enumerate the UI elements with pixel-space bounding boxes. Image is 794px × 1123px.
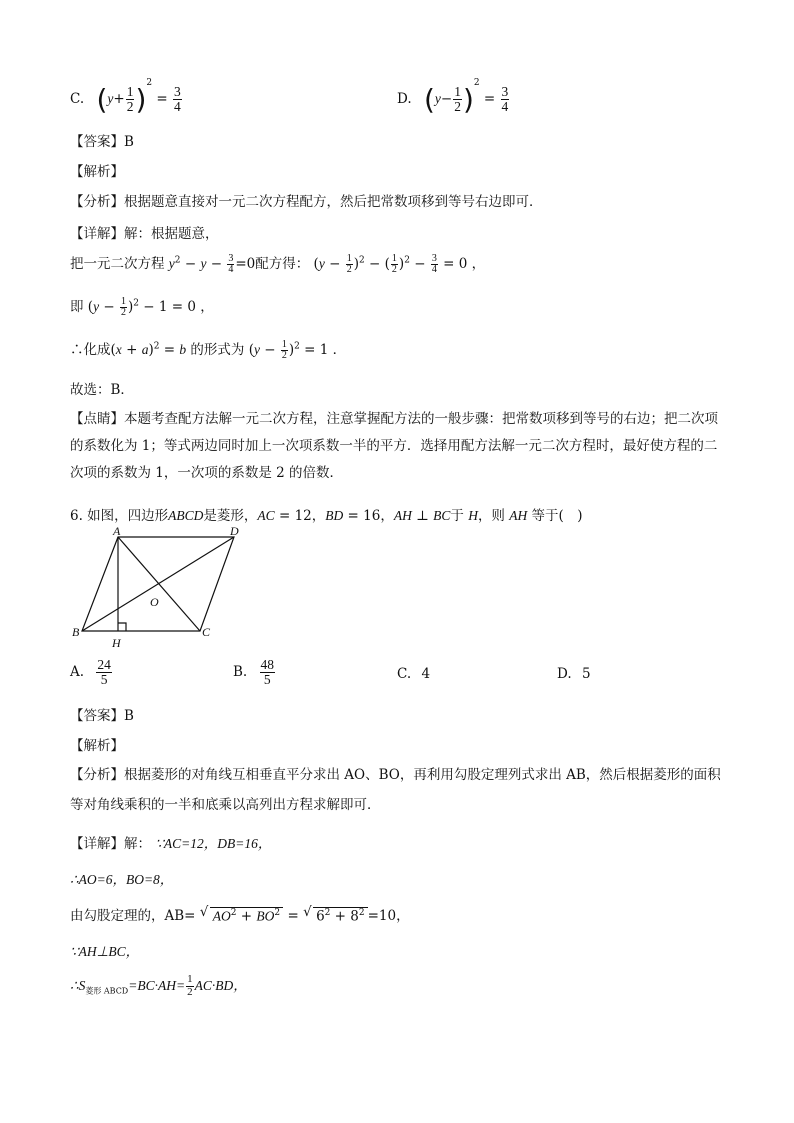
q6-line5: $\therefore S_{菱形 ABCD}=BC\cdot AH=$ $\frac{1}{2}$ AC·BD，	[70, 973, 247, 998]
option-c-expr: (y+ $\frac{1}{2}$ )$^2$ = $\frac{3}{4}$	[96, 78, 181, 116]
option-d-expr: (y− $\frac{1}{2}$ )$^2$ = $\frac{3}{4}$	[423, 78, 509, 116]
label-d: D	[230, 524, 239, 538]
q6-line3: 由勾股定理的，$AB= AO^2 + BO^2$ √ = $6^2 + 8^2$ √ =10，	[70, 903, 410, 924]
label-o: O	[150, 595, 159, 609]
q5-analysis-tag: 【解析】	[70, 164, 124, 180]
q6-answer: 【答案】B	[70, 708, 134, 724]
q6-xiangjie: 【详解】解： ∵AC=12，DB=16，	[70, 836, 272, 852]
label-h: H	[112, 636, 121, 650]
q6-fenxi: 【分析】根据菱形的对角线互相垂直平分求出 AO、BO，再利用勾股定理列式求出 AB，然后根据菱形的面积等对角线乘积的一半和底乘以高列出方程求解即可．	[70, 767, 721, 813]
q6-option-c: C. 4	[397, 666, 431, 682]
q5-step2: 即 (y − $\frac{1}{2}$ )$^2$ − 1 = 0 ，	[70, 295, 214, 318]
q5-fenxi: 【分析】根据题意直接对一元二次方程配方，然后把常数项移到等号右边即可．	[70, 194, 543, 210]
right-angle-mark	[118, 623, 126, 631]
q6-option-b: B. $\frac{48}{5}$	[233, 657, 275, 688]
q6-line2: ∴AO=6，BO=8，	[70, 872, 174, 887]
q5-answer: 【答案】B	[70, 134, 134, 150]
q6-option-a: A. $\frac{24}{5}$	[70, 657, 111, 688]
q5-dianjing: 【点睛】本题考查配方法解一元二次方程，注意掌握配方法的一般步骤：把常数项移到等号的右边；把二次项的系数化为 1；等式两边同时加上一次项系数一半的平方．选择用配方法解一元二次方程时，最好使方程的二次项的系数为 1，一次项的系数是 2 的倍数．	[70, 411, 718, 481]
q6-option-d: D. 5	[557, 666, 591, 682]
q5-xiangjie: 【详解】解：根据题意，	[70, 226, 219, 242]
q6-line4: ∵AH⊥BC，	[70, 944, 140, 959]
label-a: A	[113, 524, 121, 538]
q6-stem: 6. 如图，四边形ABCD是菱形，AC = 12，BD = 16，AH ⊥ BC于 H，则 AH 等于( )	[70, 508, 583, 524]
q5-step3: ∴化成$(x + a)^2 = b$ 的形式为 (y − $\frac{1}{2}$ )$^2$ = 1 ．	[70, 338, 347, 361]
option-d	[397, 78, 510, 116]
diagonal-bd	[82, 537, 234, 631]
label-c: C	[202, 625, 211, 639]
option-c-label: C.	[70, 91, 85, 107]
q5-step1: 把一元二次方程 $y^2 - y$ − $\frac{3}{4}$ =0配方得： (y − $\frac{1}{2}$ )$^2$ − ( $\frac{1}{2}$ )$^2$ − $\frac{3}{4}$ = 0 ，	[70, 252, 486, 275]
option-d-label: D.	[397, 91, 412, 107]
option-c	[70, 78, 183, 116]
q5-step4: 故选：B．	[70, 382, 134, 398]
label-b: B	[72, 625, 80, 639]
rhombus-figure	[62, 524, 252, 654]
q6-analysis-tag: 【解析】	[70, 738, 124, 754]
